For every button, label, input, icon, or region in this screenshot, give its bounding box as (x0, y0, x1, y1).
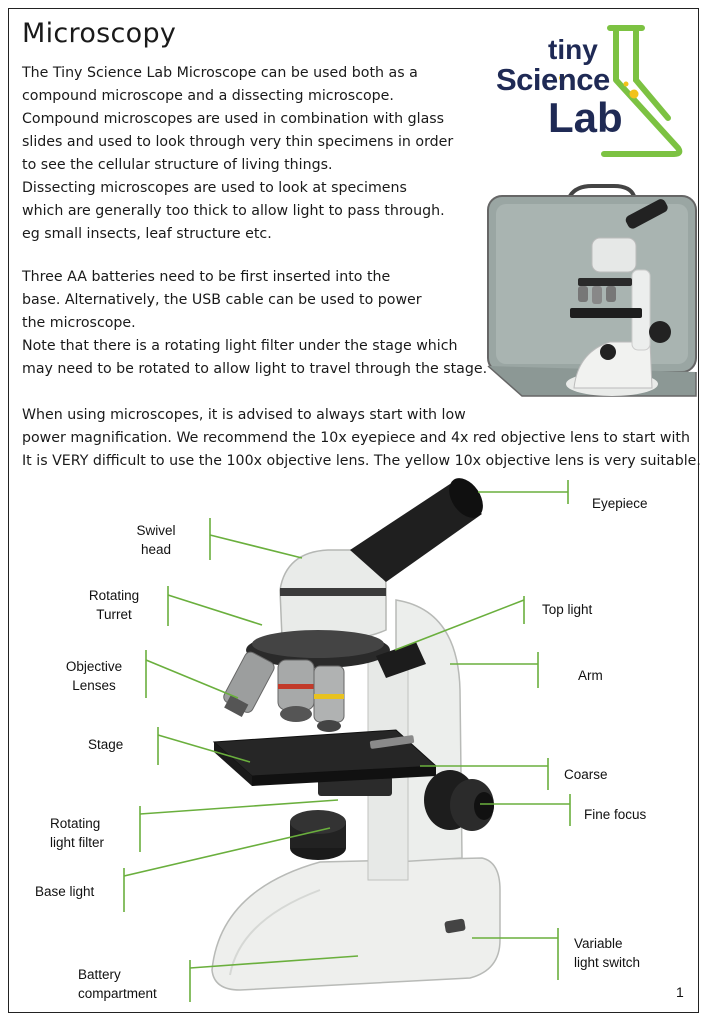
label-stage: Stage (88, 737, 124, 752)
label-fine-focus: Fine focus (584, 807, 647, 822)
label-objective-lenses: Objective Lenses (65, 659, 123, 693)
logo-word-tiny: tiny (548, 34, 598, 65)
usage-paragraph: When using microscopes, it is advised to always start with low power magnification. We recommend the 10x eyepiece and 4x red objective lens to start with It is VERY difficult to use the 100x objective lens. The yellow 10x objective lens is very suitable. (22, 407, 701, 469)
label-rotating-turret: Rotating Turret (88, 588, 140, 622)
label-arm: Arm (578, 668, 603, 683)
label-battery-compartment: Battery compartment (78, 967, 157, 1001)
microscope-case-photo (482, 182, 698, 404)
label-eyepiece: Eyepiece (592, 496, 648, 511)
logo-word-science: Science (496, 62, 610, 97)
tiny-science-lab-logo (492, 22, 692, 162)
page-title: Microscopy (22, 18, 177, 49)
microscope-illustration (200, 470, 520, 1015)
label-base-light: Base light (35, 884, 95, 899)
label-rotating-light-filter: Rotating light filter (50, 816, 105, 850)
label-swivel-head: Swivel head (136, 523, 176, 557)
label-coarse: Coarse (564, 767, 608, 782)
power-paragraph: Three AA batteries need to be first inserted into the base. Alternatively, the USB cable can be used to power the microscope. Note that there is a rotating light filter under the stage which may need to be rotated to allow light to travel through the stage. (22, 269, 488, 377)
label-variable-light-switch: Variable light switch (574, 936, 641, 970)
page-number: 1 (676, 984, 684, 1000)
intro-paragraph: The Tiny Science Lab Microscope can be used both as a compound microscope and a dissecting microscope. Compound microscopes are used in combination with glass slides and used to look through very thin specimens in order to see the cellular structure of living things. Dissecting microscopes are used to look at specimens which are generally too thick to allow light to pass through. eg small insects, leaf structure etc. (22, 65, 454, 242)
logo-word-lab: Lab (548, 94, 623, 141)
label-top-light: Top light (542, 602, 593, 617)
